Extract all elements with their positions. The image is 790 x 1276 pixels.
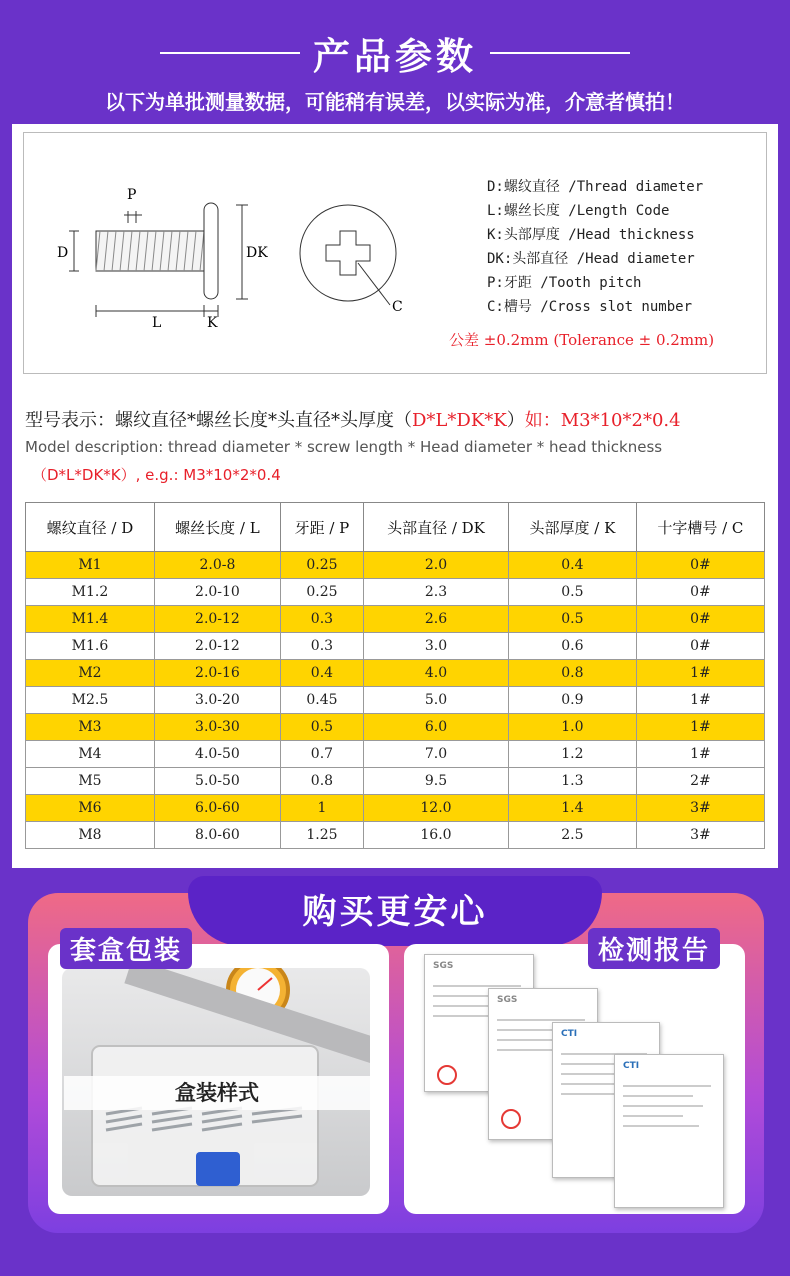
table-cell: M1.4 [26, 606, 155, 633]
table-cell: M2.5 [26, 687, 155, 714]
table-cell: 2.0-12 [154, 633, 280, 660]
table-cell: 0# [636, 633, 764, 660]
table-cell: 2.0-10 [154, 579, 280, 606]
table-cell: M5 [26, 768, 155, 795]
table-cell: 1# [636, 714, 764, 741]
table-cell: M1.6 [26, 633, 155, 660]
table-cell: 0.8 [280, 768, 363, 795]
page-title: 产品参数 [313, 35, 477, 78]
table-row [26, 741, 765, 768]
header-disclaimer: 以下为单批测量数据，可能稍有误差，以实际为准，介意者慎拍！ [105, 90, 685, 114]
table-cell: 0.4 [509, 552, 637, 579]
box-style-caption: 盒装样式 [64, 1076, 370, 1110]
table-cell: 0.7 [280, 741, 363, 768]
col-header: 牙距 / P [280, 503, 363, 552]
table-cell: M8 [26, 822, 155, 849]
table-row [26, 687, 765, 714]
label-l: L [152, 315, 162, 331]
table-cell: 0.3 [280, 606, 363, 633]
table-cell: 0.5 [509, 579, 637, 606]
table-cell: 0.3 [280, 633, 363, 660]
spec-line: C:槽号 /Cross slot number [487, 299, 693, 315]
screw-drawing [24, 133, 464, 353]
table-cell: M4 [26, 741, 155, 768]
table-cell: 0.9 [509, 687, 637, 714]
table-row [26, 714, 765, 741]
sgs-logo: SGS [497, 995, 518, 1005]
table-cell: 3.0-30 [154, 714, 280, 741]
table-cell: 2.3 [363, 579, 508, 606]
table-cell: 9.5 [363, 768, 508, 795]
label-d: D [57, 245, 69, 261]
table-cell: 1 [280, 795, 363, 822]
table-cell: 0.45 [280, 687, 363, 714]
table-cell: 2# [636, 768, 764, 795]
table-cell: 6.0-60 [154, 795, 280, 822]
model-formula-en: （D*L*DK*K）, e.g.: M3*10*2*0.4 [32, 466, 281, 484]
spec-table [25, 502, 765, 849]
cti-logo: CTI [561, 1029, 578, 1039]
table-cell: 2.0-16 [154, 660, 280, 687]
trust-title: 购买更安心 [302, 892, 488, 932]
table-cell: 1.2 [509, 741, 637, 768]
table-cell: M6 [26, 795, 155, 822]
label-k: K [207, 315, 218, 331]
table-cell: 0.25 [280, 552, 363, 579]
spec-line: DK:头部直径 /Head diameter [487, 251, 695, 267]
label-dk: DK [246, 245, 268, 261]
screw-diagram [23, 132, 767, 374]
table-cell: 0.5 [280, 714, 363, 741]
label-c: C [392, 299, 403, 315]
model-cn-formula: D*L*DK*K [412, 410, 507, 431]
table-cell: 1.25 [280, 822, 363, 849]
table-row [26, 633, 765, 660]
seal-icon [437, 1065, 457, 1085]
table-cell: 6.0 [363, 714, 508, 741]
spec-line: L:螺丝长度 /Length Code [487, 203, 670, 219]
model-description-en: Model description: thread diameter * screw length * Head diameter * head thickness [25, 438, 663, 456]
table-cell: 1.4 [509, 795, 637, 822]
table-cell: 0.6 [509, 633, 637, 660]
report-label: 检测报告 [588, 928, 720, 969]
tolerance-note: 公差 ±0.2mm (Tolerance ± 0.2mm) [449, 331, 715, 349]
cti-logo: CTI [623, 1061, 640, 1071]
seal-icon [501, 1109, 521, 1129]
spec-line: K:头部厚度 /Head thickness [487, 227, 695, 243]
spec-line: D:螺纹直径 /Thread diameter [487, 179, 704, 195]
table-header-row [26, 503, 765, 552]
table-cell: 0# [636, 552, 764, 579]
table-cell: 0# [636, 579, 764, 606]
table-cell: 7.0 [363, 741, 508, 768]
table-cell: 0# [636, 606, 764, 633]
table-cell: 0.5 [509, 606, 637, 633]
table-cell: M1.2 [26, 579, 155, 606]
col-header: 头部直径 / DK [363, 503, 508, 552]
table-cell: 3# [636, 822, 764, 849]
col-header: 头部厚度 / K [509, 503, 637, 552]
sgs-logo: SGS [433, 961, 454, 971]
table-cell: 4.0-50 [154, 741, 280, 768]
table-cell: 2.6 [363, 606, 508, 633]
report-sheet-4 [614, 1054, 724, 1208]
table-row [26, 552, 765, 579]
col-header: 螺丝长度 / L [154, 503, 280, 552]
table-cell: 0.25 [280, 579, 363, 606]
table-cell: M3 [26, 714, 155, 741]
spec-legend [487, 175, 703, 319]
footer-band [0, 1236, 790, 1276]
table-cell: 5.0 [363, 687, 508, 714]
table-row [26, 606, 765, 633]
table-cell: 0.4 [280, 660, 363, 687]
table-row [26, 768, 765, 795]
table-cell: 16.0 [363, 822, 508, 849]
col-header: 十字槽号 / C [636, 503, 764, 552]
table-cell: 1.3 [509, 768, 637, 795]
table-row [26, 822, 765, 849]
table-cell: 3.0 [363, 633, 508, 660]
table-cell: 5.0-50 [154, 768, 280, 795]
table-cell: 4.0 [363, 660, 508, 687]
table-cell: M2 [26, 660, 155, 687]
table-cell: M1 [26, 552, 155, 579]
table-cell: 12.0 [363, 795, 508, 822]
table-cell: 1# [636, 660, 764, 687]
label-p: P [127, 187, 137, 203]
table-row [26, 579, 765, 606]
table-cell: 0.8 [509, 660, 637, 687]
screw-head-side [204, 203, 218, 299]
model-cn-prefix: 型号表示：螺纹直径*螺丝长度*头直径*头厚度（ [25, 410, 412, 431]
table-cell: 3.0-20 [154, 687, 280, 714]
table-cell: 2.0-8 [154, 552, 280, 579]
table-cell: 8.0-60 [154, 822, 280, 849]
model-description-cn [25, 406, 681, 432]
table-cell: 2.0 [363, 552, 508, 579]
table-row [26, 660, 765, 687]
table-row [26, 795, 765, 822]
table-cell: 3# [636, 795, 764, 822]
col-header: 螺纹直径 / D [26, 503, 155, 552]
spec-table-body [26, 552, 765, 849]
table-cell: 2.5 [509, 822, 637, 849]
model-cn-close: ） [506, 410, 525, 431]
table-cell: 2.0-12 [154, 606, 280, 633]
spec-line: P:牙距 /Tooth pitch [487, 275, 642, 291]
header-banner [0, 0, 790, 124]
table-cell: 1.0 [509, 714, 637, 741]
packaging-label: 套盒包装 [60, 928, 192, 969]
table-cell: 1# [636, 741, 764, 768]
model-cn-example: 如：M3*10*2*0.4 [524, 410, 681, 431]
table-cell: 1# [636, 687, 764, 714]
